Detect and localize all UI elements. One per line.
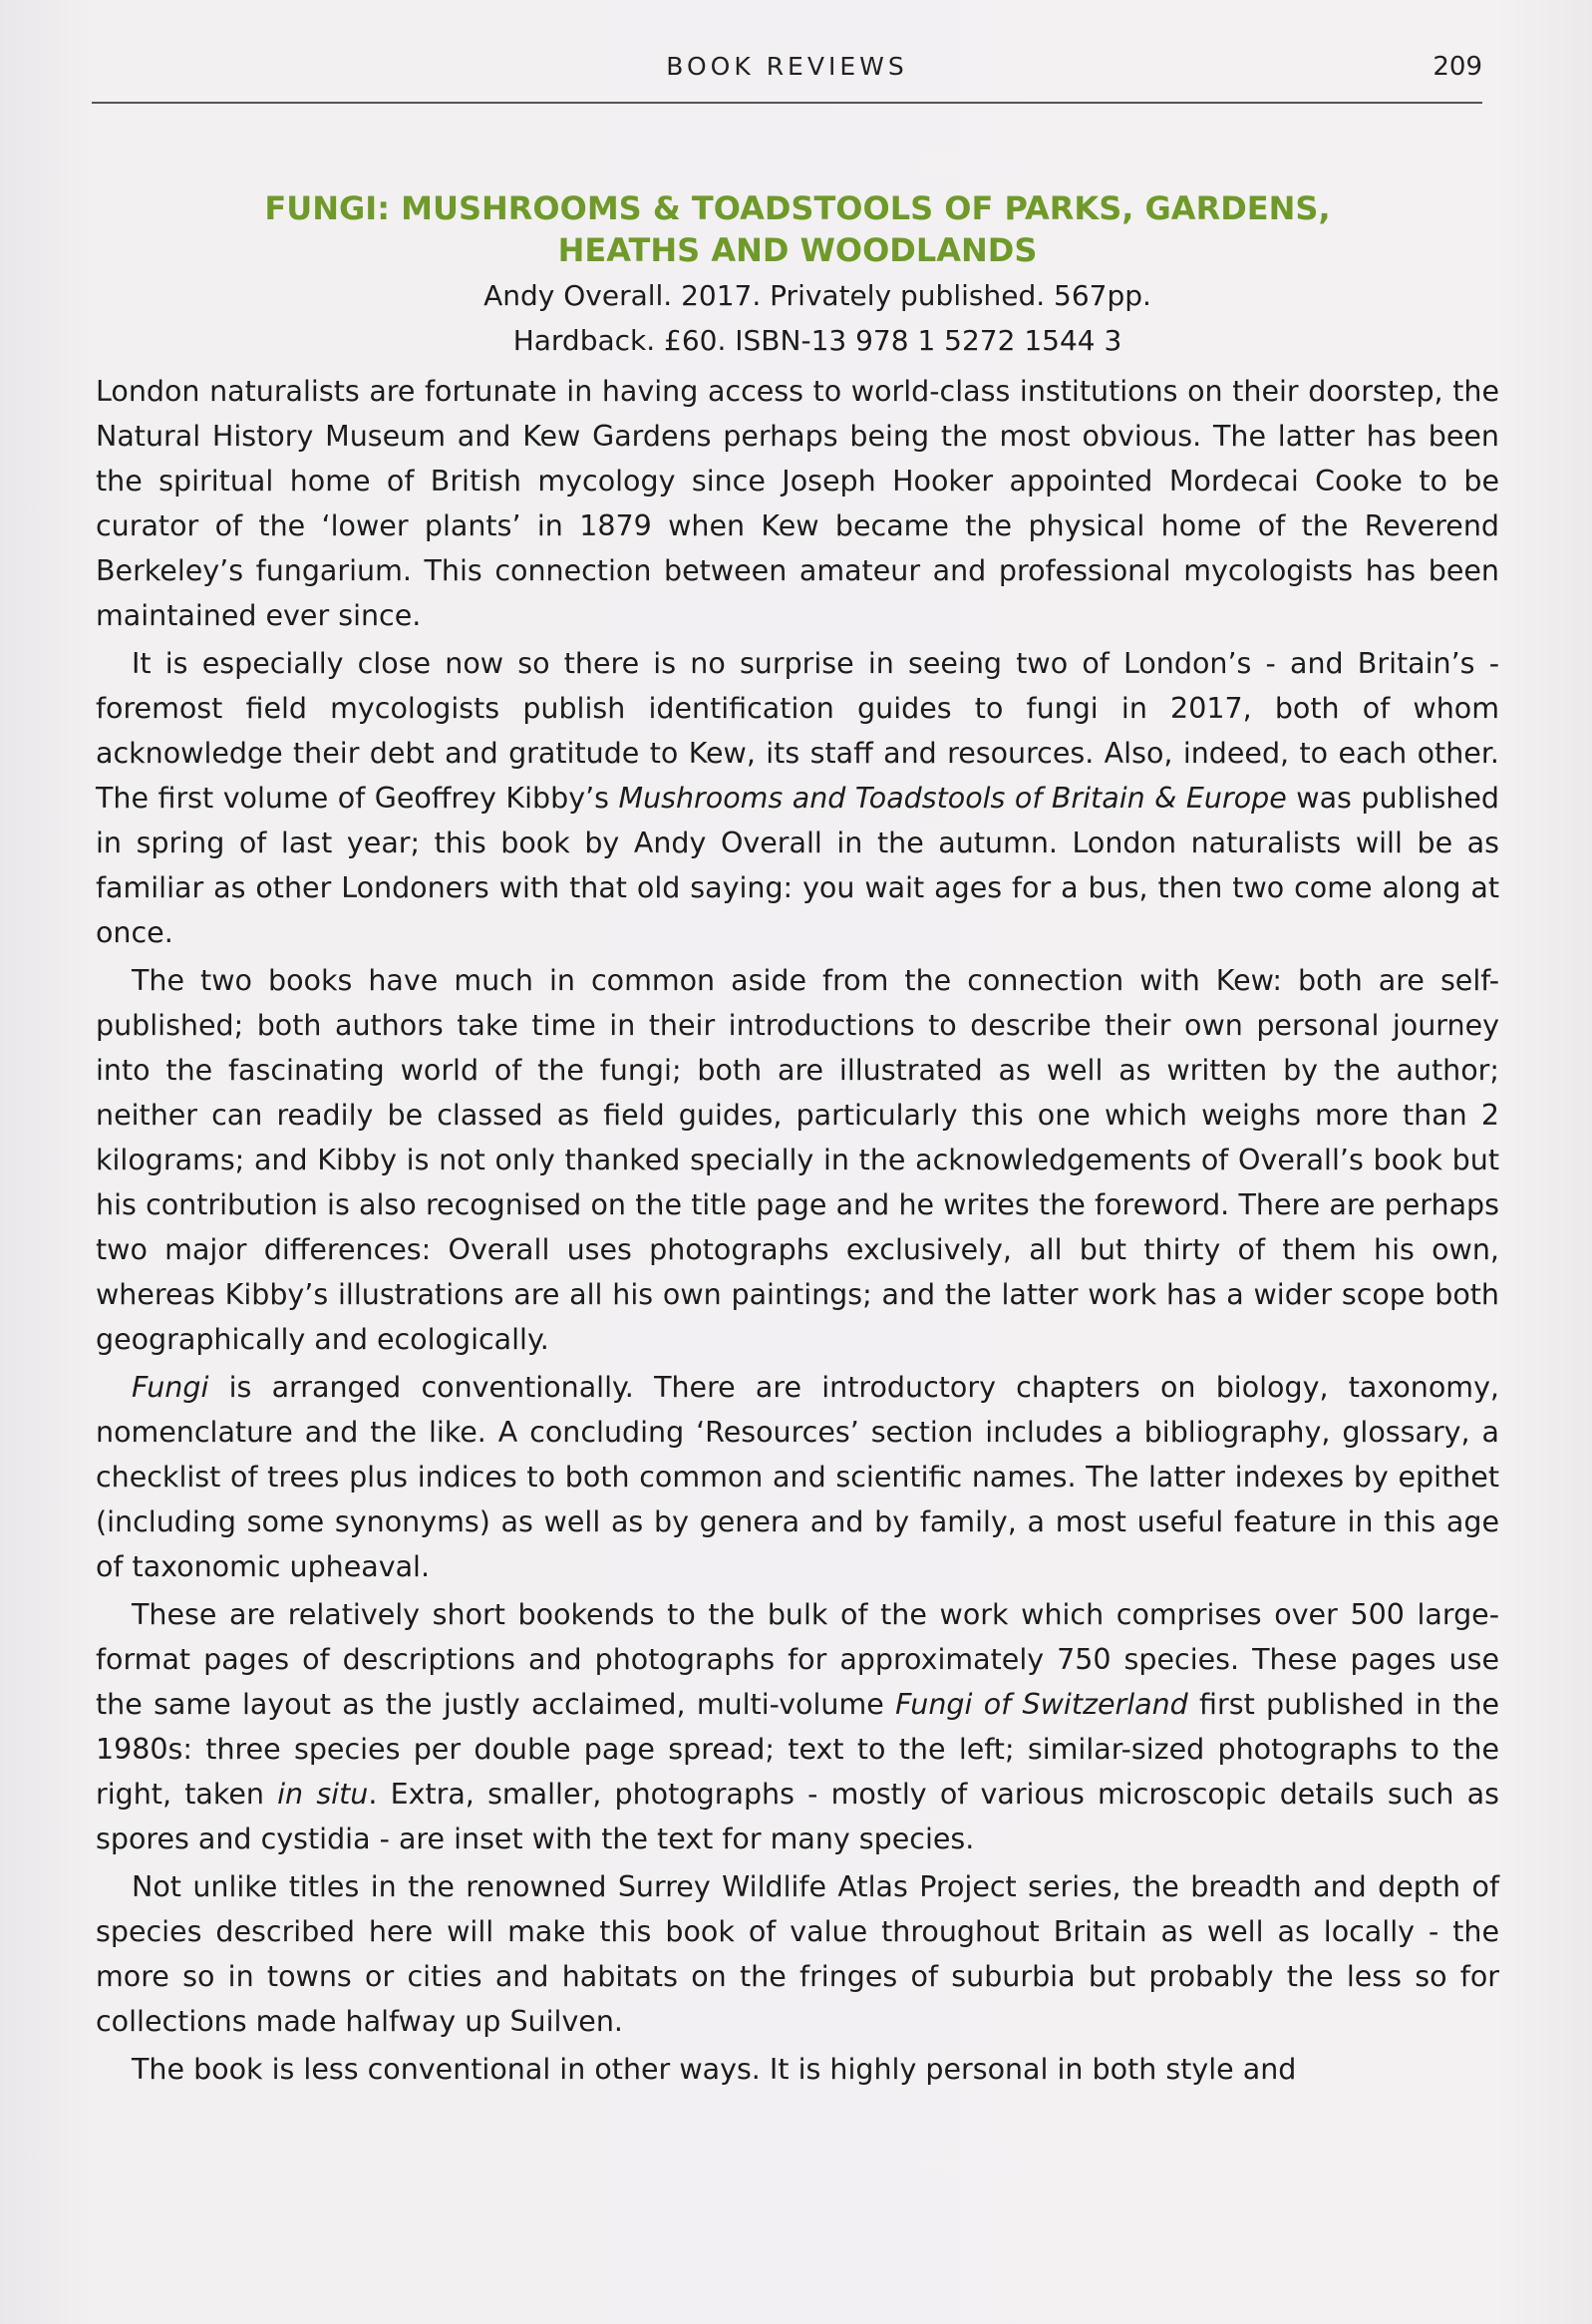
paragraph-5 [96, 1592, 1499, 1861]
paragraph-7: The book is less conventional in other ways. It is highly personal in both style and [132, 2053, 1297, 2086]
paragraph-2 [96, 641, 1499, 955]
review-title-line-2: HEATHS AND WOODLANDS [557, 231, 1038, 269]
book-title-switzerland: Fungi of Switzerland [895, 1688, 1188, 1721]
paragraph-1: London naturalists are fortunate in having access to world-class institutions on their doorstep, the Natural History Museum and Kew Gardens perhaps being the most obvious. The latter has been the spiritual home of British mycology since Joseph Hooker appointed Mordecai Cooke to be curator of the ‘lower plants’ in 1879 when Kew became the physical home of the Reverend Berkeley’s fungarium. This connection between amateur and professional mycologists has been maintained ever since. [96, 375, 1499, 632]
review-title [96, 187, 1499, 271]
byline: Andy Overall. 2017. Privately published. 567pp. [483, 279, 1151, 312]
book-title-fungi: Fungi [132, 1371, 209, 1404]
book-title-kibby: Mushrooms and Toadstools of Britain & Europe [618, 782, 1287, 815]
in-situ-term: in situ [277, 1778, 369, 1811]
paragraph-6: Not unlike titles in the renowned Surrey Wildlife Atlas Project series, the breadth and depth of species described here will make this book of value throughout Britain as well as locally - the more so in towns or cities and habitats on the fringes of suburbia but probably the less so for collections made halfway up Suilven. [96, 1870, 1499, 2038]
section-title: BOOK REVIEWS [666, 52, 908, 81]
review-title-line-1: FUNGI: MUSHROOMS & TOADSTOOLS OF PARKS, GARDENS, [264, 189, 1331, 227]
paragraph-3: The two books have much in common aside from the connection with Kew: both are self-published; both authors take time in their introductions to describe their own personal journey into the fascinating world of the fungi; both are illustrated as well as written by the author; neither can readily be classed as field guides, particularly this one which weighs more than 2 kilograms; and Kibby is not only thanked specially in the acknowledgements of Overall’s book but his contribution is also recognised on the title page and he writes the foreword. There are perhaps two major differences: Overall uses photographs exclusively, all but thirty of them his own, whereas Kibby’s illustrations are all his own paintings; and the latter work has a wider scope both geographically and ecologically. [96, 964, 1499, 1356]
paragraph-2-text-a: It is especially close now so there is no surprise in seeing two of London’s - and Britain’s - foremost field mycologists publish identification guides to fungi in 2017, both of whom acknowledge their debt and gratitude to Kew, its staff and resources. Also, indeed, to each other. The first volume of Geoffrey Kibby’s [96, 647, 1499, 815]
page-number: 209 [1433, 52, 1482, 82]
paragraph-5-text-c: . Extra, smaller, photographs - mostly of various microscopic details such as spores and cystidia - are inset with the text for many species. [96, 1778, 1499, 1855]
paragraph-4 [96, 1365, 1499, 1589]
paragraph-5-text-b: first published in the 1980s: three species per double page spread; text to the left; similar-sized photographs to the right, taken [96, 1688, 1500, 1811]
running-head [92, 52, 1482, 104]
publication-details: Hardback. £60. ISBN-13 978 1 5272 1544 3 [512, 324, 1122, 357]
book-details [96, 273, 1499, 363]
paragraph-2-text-b: was published in spring of last year; this book by Andy Overall in the autumn. London naturalists will be as familiar as other Londoners with that old saying: you wait ages for a bus, then two come along at once. [96, 782, 1500, 949]
review-article [96, 187, 1499, 2095]
paragraph-5-text-a: These are relatively short bookends to the bulk of the work which comprises over 500 large-format pages of descriptions and photographs for approximately 750 species. These pages use the same layout as the justly acclaimed, multi-volume [96, 1598, 1499, 1721]
paragraph-4-text: is arranged conventionally. There are introductory chapters on biology, taxonomy, nomenclature and the like. A concluding ‘Resources’ section includes a bibliography, glossary, a checklist of trees plus indices to both common and scientific names. The latter indexes by epithet (including some synonyms) as well as by genera and by family, a most useful feature in this age of taxonomic upheaval. [96, 1371, 1499, 1583]
